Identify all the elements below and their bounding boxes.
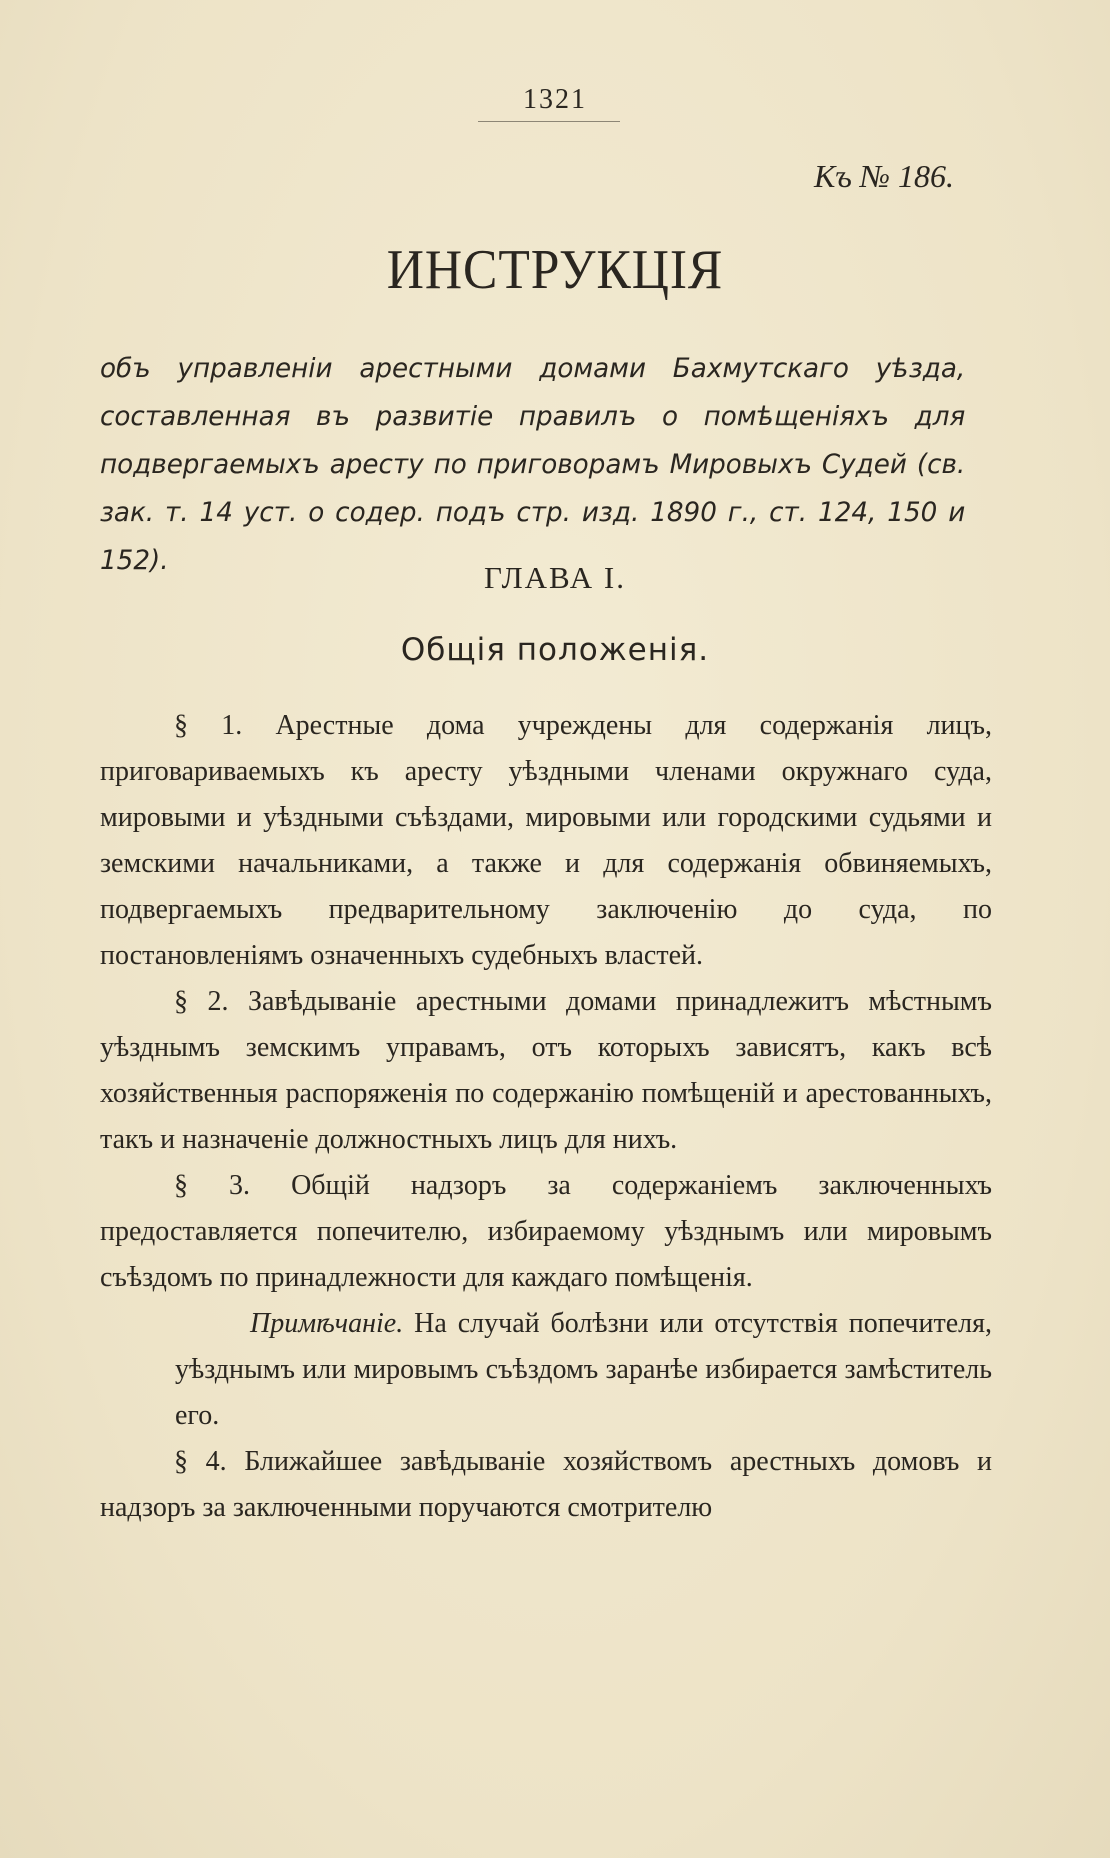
note-paragraph — [100, 1301, 992, 1439]
document-title: ИНСТРУКЦІЯ — [386, 239, 724, 301]
section-title: Общія положенія. — [400, 632, 710, 668]
paragraph-4: § 4. Ближайшее завѣдываніе хозяйствомъ арестныхъ домовъ и надзоръ за заключенными поручаются смотрителю — [100, 1446, 992, 1523]
paragraph-1: § 1. Арестные дома учреждены для содержанія лицъ, приговариваемыхъ къ аресту уѣздными членами окружнаго суда, мировыми и уѣздными съѣздами, мировыми или городскими судьями и земскими начальниками, а также и для содержанія обвиняемыхъ, подвергаемыхъ предварительному заключенію до суда, по постановленіямъ означенныхъ судебныхъ властей. — [100, 710, 992, 971]
reference-number: Къ № 186. — [813, 158, 954, 194]
page-number-rule — [478, 121, 620, 122]
chapter-heading: ГЛАВА I. — [484, 560, 626, 595]
page-number: 1321 — [523, 84, 587, 115]
paragraph-2: § 2. Завѣдываніе арестными домами принадлежитъ мѣстнымъ уѣзднымъ земскимъ управамъ, отъ которыхъ зависятъ, какъ всѣ хозяйственныя распоряженія по содержанію помѣщеній и арестованныхъ, такъ и назначеніе должностныхъ лицъ для нихъ. — [100, 986, 992, 1155]
paragraph-3: § 3. Общій надзоръ за содержаніемъ заключенныхъ предоставляется попечителю, избираемому уѣзднымъ или мировымъ съѣздомъ по принадлежности для каждаго помѣщенія. — [100, 1170, 992, 1293]
note-label: Примѣчаніе. — [250, 1308, 404, 1339]
document-subtitle: объ управленіи арестными домами Бахмутскаго уѣзда, составленная въ развитіе правилъ о помѣщеніяхъ для подвергаемыхъ аресту по приговорамъ Мировыхъ Судей (св. зак. т. 14 уст. о содер. подъ стр. изд. 1890 г., ст. 124, 150 и 152). — [100, 353, 966, 576]
body-text — [100, 703, 992, 1531]
note-text: На случай болѣзни или отсутствія попечителя, уѣзднымъ или мировымъ съѣздомъ заранѣе избирается замѣститель его. — [175, 1308, 992, 1431]
